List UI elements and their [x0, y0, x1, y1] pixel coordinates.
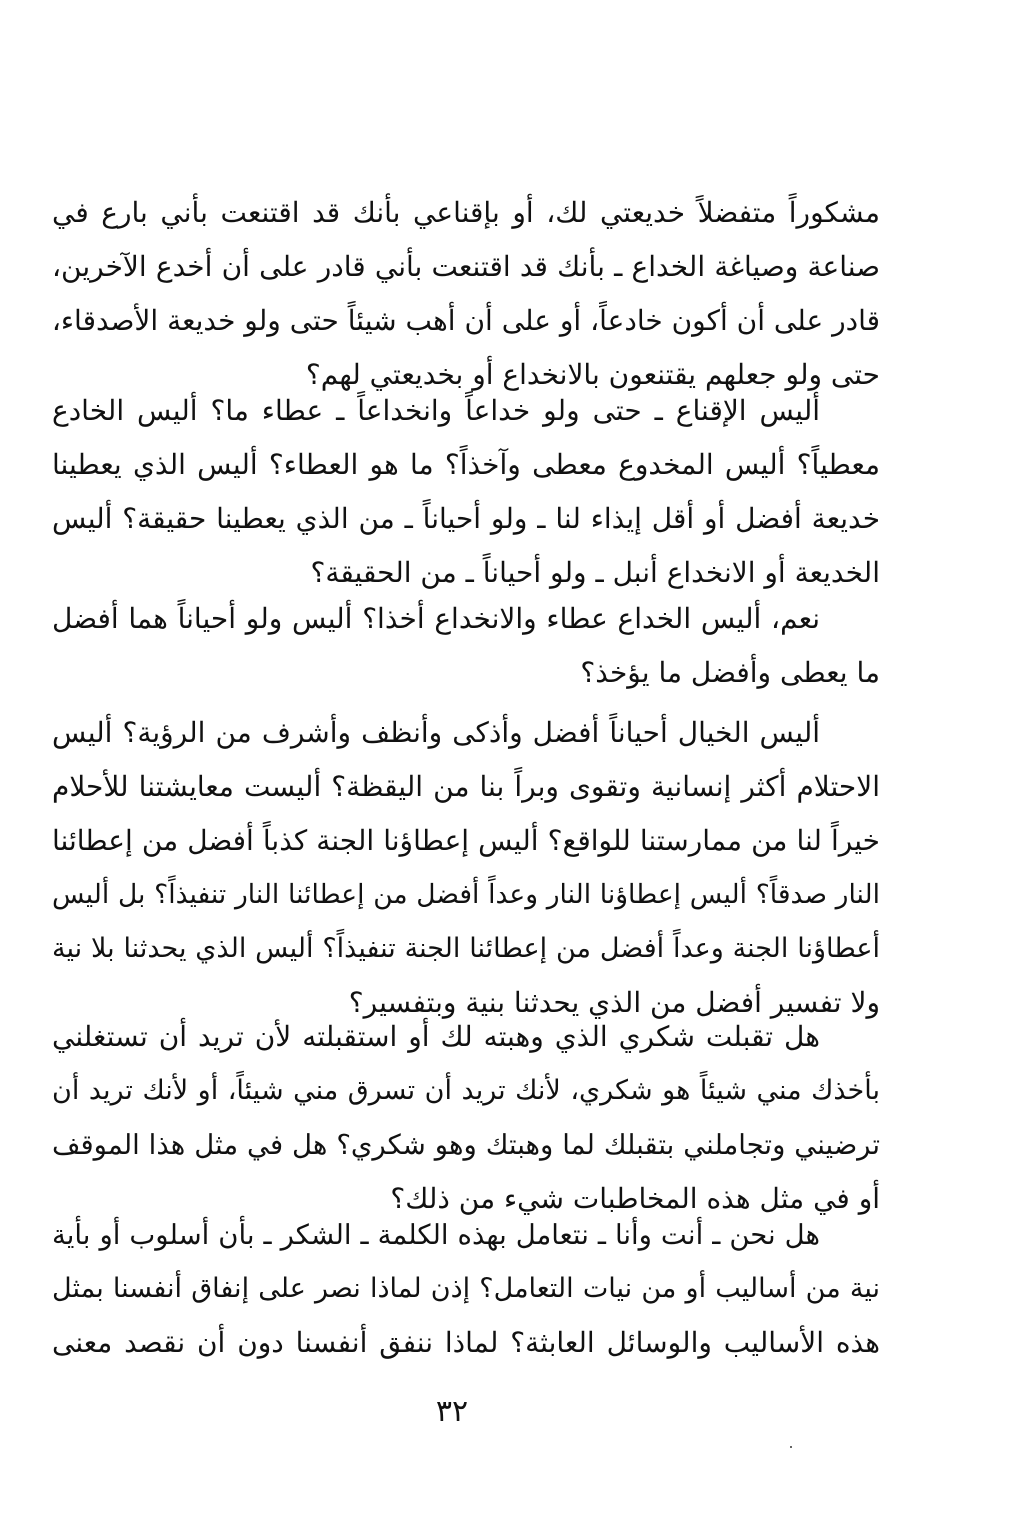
text-line: معطياً؟ أليس المخدوع معطى وآخذاً؟ ما هو العطاء؟ أليس الذي يعطينا [52, 448, 880, 481]
text-line: بأخذك مني شيئاً هو شكري، لأنك تريد أن تسرق مني شيئاً، أو لأنك تريد أن [52, 1075, 880, 1106]
text-line: أعطاؤنا الجنة وعداً أفضل من إعطائنا الجنة تنفيذاً؟ أليس الذي يحدثنا بلا نية [52, 933, 880, 964]
text-line: النار صدقاً؟ أليس إعطاؤنا النار وعداً أفضل من إعطائنا النار تنفيذاً؟ بل أليس [52, 879, 880, 910]
text-line: نعم، أليس الخداع عطاء والانخداع أخذا؟ أليس ولو أحياناً هما أفضل [52, 602, 820, 635]
text-line: أليس الإقناع ـ حتى ولو خداعاً وانخداعاً ـ عطاء ما؟ أليس الخادع [52, 394, 820, 427]
paragraph-3 [52, 592, 880, 700]
page-number: ٣٢ [435, 1394, 469, 1429]
text-line: صناعة وصياغة الخداع ـ بأنك قد اقتنعت بأني قادر على أن أخدع الآخرين، [52, 250, 880, 283]
text-line: نية من أساليب أو من نيات التعامل؟ إذن لماذا نصر على إنفاق أنفسنا بمثل [52, 1273, 880, 1304]
text-line: هذه الأساليب والوسائل العابثة؟ لماذا ننفق أنفسنا دون أن نقصد معنى [52, 1326, 880, 1359]
paragraph-6 [52, 1208, 880, 1370]
paragraph-2 [52, 384, 880, 600]
text-line: قادر على أن أكون خادعاً، أو على أن أهب شيئاً حتى ولو خديعة الأصدقاء، [51, 304, 880, 337]
paragraph-5 [52, 1010, 880, 1226]
text-line: أو في مثل هذه المخاطبات شيء من ذلك؟ [390, 1182, 880, 1215]
text-line: ولا تفسير أفضل من الذي يحدثنا بنية وبتفسير؟ [348, 986, 880, 1019]
scan-speck [790, 1446, 792, 1448]
text-line: مشكوراً متفضلاً خديعتي لك، أو بإقناعي بأنك قد اقتنعت بأني بارع في [52, 196, 880, 229]
text-line: خيراً لنا من ممارستنا للواقع؟ أليس إعطاؤنا الجنة كذباً أفضل من إعطائنا [52, 824, 880, 857]
paragraph-1 [52, 186, 880, 402]
text-line: هل تقبلت شكري الذي وهبته لك أو استقبلته لأن تريد أن تستغلني [52, 1020, 820, 1053]
text-line: أليس الخيال أحياناً أفضل وأذكى وأنظف وأشرف من الرؤية؟ أليس [52, 716, 820, 749]
text-line: الاحتلام أكثر إنسانية وتقوى وبراً بنا من اليقظة؟ أليست معايشتنا للأحلام [52, 770, 880, 803]
text-line: هل نحن ـ أنت وأنا ـ نتعامل بهذه الكلمة ـ الشكر ـ بأن أسلوب أو بأية [52, 1219, 820, 1251]
text-line: الخديعة أو الانخداع أنبل ـ ولو أحياناً ـ من الحقيقة؟ [310, 556, 880, 589]
paragraph-4 [52, 706, 880, 1030]
text-line: ترضيني وتجاملني بتقبلك لما وهبتك وهو شكري؟ هل في مثل هذا الموقف [52, 1129, 880, 1161]
text-line: حتى ولو جعلهم يقتنعون بالانخداع أو بخديعتي لهم؟ [305, 358, 880, 391]
text-line: خديعة أفضل أو أقل إيذاء لنا ـ ولو أحياناً ـ من الذي يعطينا حقيقة؟ أليس [52, 502, 880, 535]
text-line: ما يعطى وأفضل ما يؤخذ؟ [580, 656, 880, 689]
